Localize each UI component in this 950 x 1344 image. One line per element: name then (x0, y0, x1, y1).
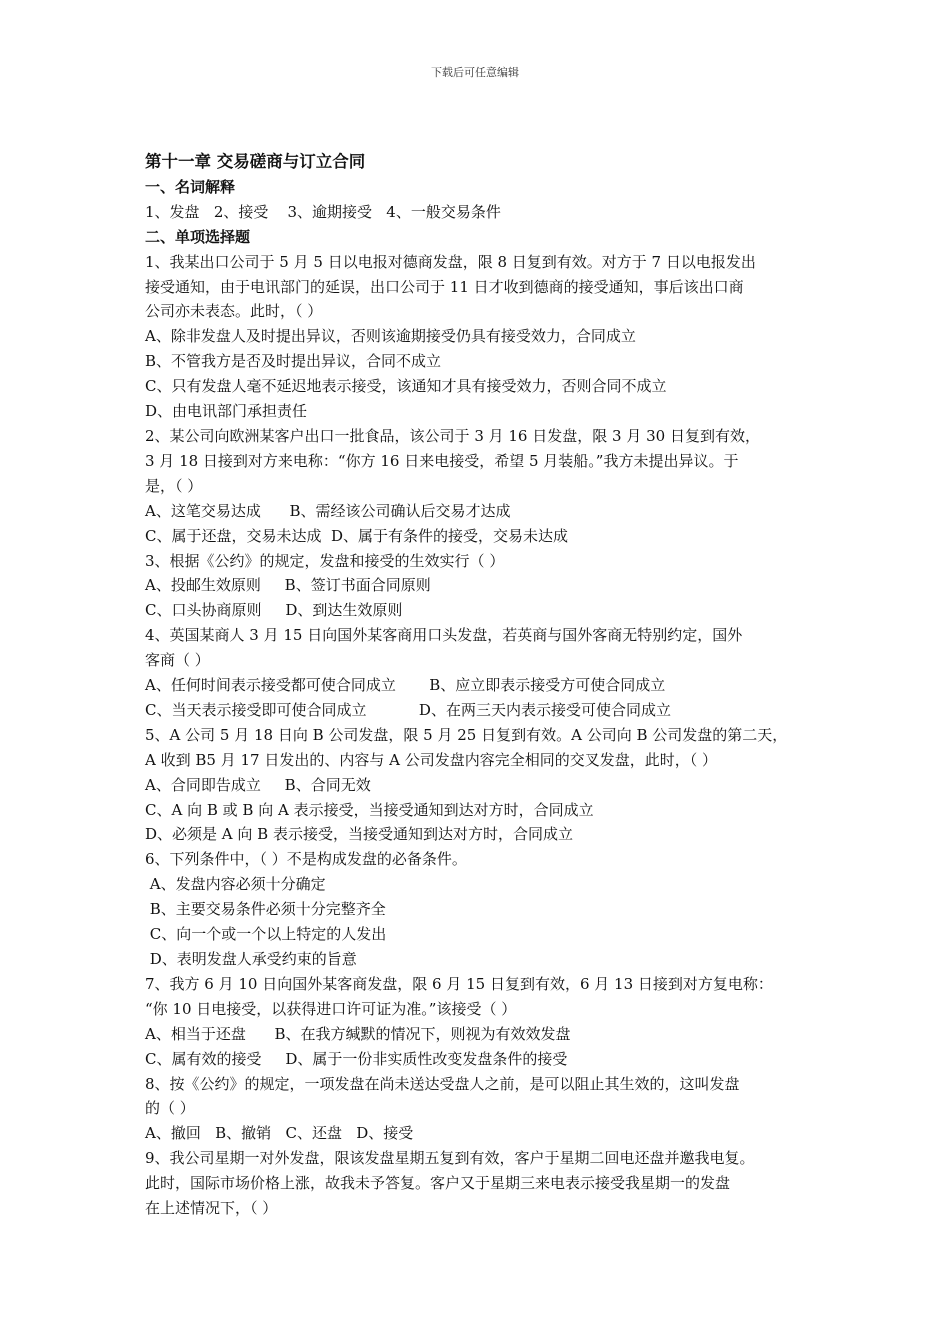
question-line: 公司亦未表态。此时，（ ） (145, 302, 323, 321)
option-line: C、只有发盘人毫不延迟地表示接受，该通知才具有接受效力，否则合同不成立 (145, 377, 667, 396)
question-line: 4、英国某商人 3 月 15 日向国外某客商用口头发盘，若英商与国外客商无特别约定，国外 (145, 626, 743, 645)
option-line: A、投邮生效原则 B、签订书面合同原则 (145, 576, 431, 595)
question-line: 接受通知，由于电讯部门的延误，出口公司于 11 日才收到德商的接受通知，事后该出口商 (145, 277, 744, 296)
option-line: C、口头协商原则 D、到达生效原则 (145, 601, 403, 620)
option-line: A、相当于还盘 B、在我方缄默的情况下，则视为有效效发盘 (145, 1024, 571, 1043)
section-heading-choice: 二、单项选择题 (145, 227, 251, 246)
question-line: 客商（ ） (145, 651, 210, 670)
question-line: 是，（ ） (145, 476, 203, 495)
option-line: C、当天表示接受即可使合同成立 D、在两三天内表示接受可使合同成立 (145, 700, 671, 719)
option-line: A、除非发盘人及时提出异议，否则该逾期接受仍具有接受效力，合同成立 (145, 327, 636, 346)
terms-line: 1、发盘 2、接受 3、逾期接受 4、一般交易条件 (145, 202, 501, 221)
option-line: D、必须是 A 向 B 表示接受，当接受通知到达对方时，合同成立 (145, 825, 573, 844)
question-line: 2、某公司向欧洲某客户出口一批食品，该公司于 3 月 16 日发盘，限 3 月 30 日复到有效， (145, 426, 760, 445)
header-note: 下载后可任意编辑 (431, 66, 519, 79)
question-line: A 收到 B5 月 17 日发出的、内容与 A 公司发盘内容完全相同的交叉发盘，此时，（ ） (145, 750, 717, 769)
option-line: A、撤回 B、撤销 C、还盘 D、接受 (145, 1124, 414, 1143)
option-line: C、向一个或一个以上特定的人发出 (145, 925, 387, 944)
question-line: 此时，国际市场价格上涨，故我未予答复。客户又于星期三来电表示接受我星期一的发盘 (145, 1174, 731, 1193)
option-line: D、由电讯部门承担责任 (145, 402, 308, 421)
question-line: 3 月 18 日接到对方来电称：“你方 16 日来电接受，希望 5 月装船。”我方未提出异议。于 (145, 451, 739, 470)
section-heading-terms: 一、名词解释 (145, 177, 236, 196)
option-line: B、不管我方是否及时提出异议，合同不成立 (145, 352, 442, 371)
option-line: A、任何时间表示接受都可使合同成立 B、应立即表示接受方可使合同成立 (145, 676, 666, 695)
option-line: C、属于还盘，交易未达成 D、属于有条件的接受，交易未达成 (145, 526, 569, 545)
question-line: 5、A 公司 5 月 18 日向 B 公司发盘，限 5 月 25 日复到有效。A 公司向 B 公司发盘的第二天， (145, 725, 788, 744)
option-line: C、属有效的接受 D、属于一份非实质性改变发盘条件的接受 (145, 1049, 568, 1068)
option-line: A、这笔交易达成 B、需经该公司确认后交易才达成 (145, 501, 511, 520)
chapter-title: 第十一章 交易磋商与订立合同 (145, 152, 366, 171)
question-line: 9、我公司星期一对外发盘，限该发盘星期五复到有效，客户于星期二回电还盘并邀我电复。 (145, 1149, 755, 1168)
question-line: 在上述情况下，（ ） (145, 1199, 278, 1218)
question-line: “你 10 日电接受，以获得进口许可证为准。”该接受（ ） (145, 999, 517, 1018)
option-line: A、合同即告成立 B、合同无效 (145, 775, 371, 794)
document-body (145, 150, 825, 1221)
question-line: 6、下列条件中，（ ）不是构成发盘的必备条件。 (145, 850, 467, 869)
question-line: 的（ ） (145, 1099, 195, 1118)
question-line: 7、我方 6 月 10 日向国外某客商发盘，限 6 月 15 日复到有效，6 月 13 日接到对方复电称： (145, 974, 773, 993)
option-line: B、主要交易条件必须十分完整齐全 (145, 900, 386, 919)
option-line: A、发盘内容必须十分确定 (145, 875, 326, 894)
option-line: C、A 向 B 或 B 向 A 表示接受，当接受通知到达对方时，合同成立 (145, 800, 594, 819)
question-line: 1、我某出口公司于 5 月 5 日以电报对德商发盘，限 8 日复到有效。对方于 7 日以电报发出 (145, 252, 756, 271)
question-line: 3、根据《公约》的规定，发盘和接受的生效实行（ ） (145, 551, 505, 570)
question-line: 8、按《公约》的规定，一项发盘在尚未送达受盘人之前，是可以阻止其生效的，这叫发盘 (145, 1074, 740, 1093)
option-line: D、表明发盘人承受约束的旨意 (145, 950, 357, 968)
